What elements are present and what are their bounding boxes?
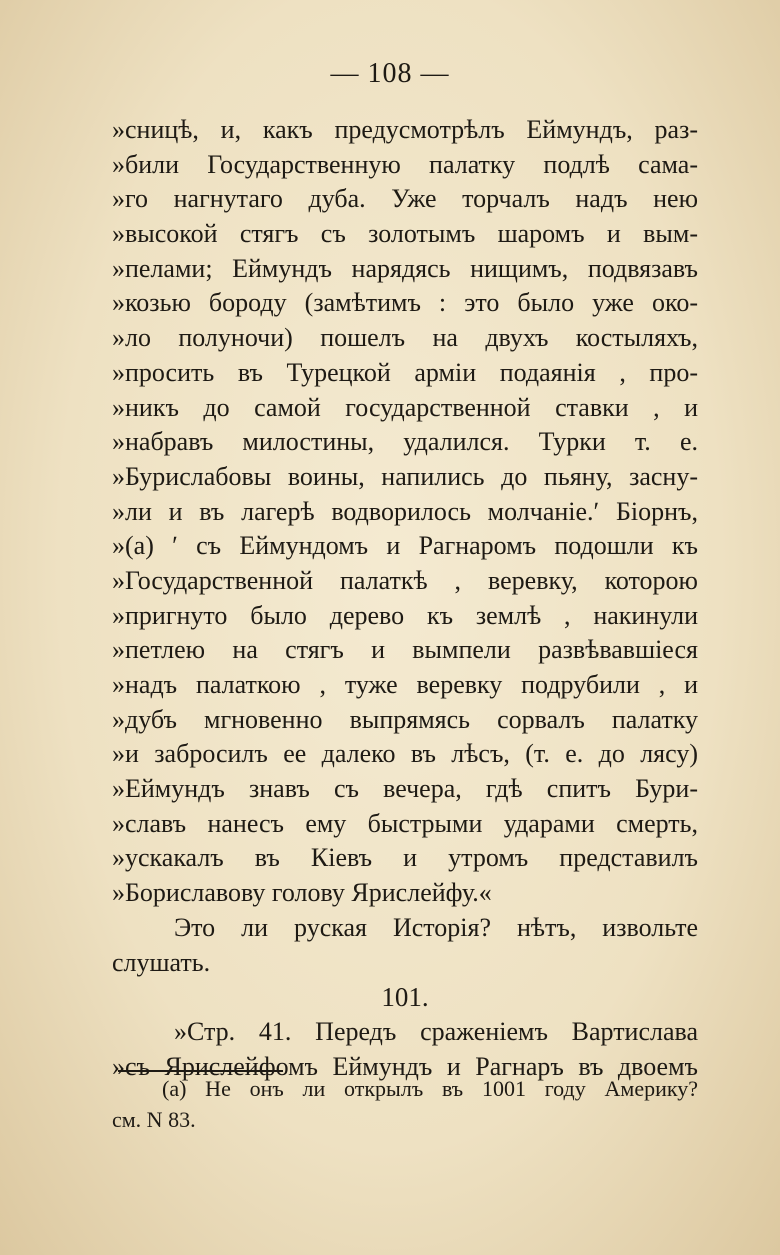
text-line: »Стр. 41. Передъ сраженіемъ Вартислава — [174, 1016, 698, 1046]
text-line: »ли и въ лагерѣ водворилось молчаніе.ʹ Біорнъ, — [112, 496, 698, 526]
body-text — [112, 113, 698, 1084]
footnote — [112, 1073, 698, 1135]
text-line: »и забросилъ ее далеко въ лѣсъ, (т. е. до лясу) — [112, 739, 698, 769]
text-line: »Государственной палаткѣ , веревку, которою — [112, 565, 698, 595]
footnote-line: (а) Не онъ ли открылъ въ 1001 году Америку? — [162, 1076, 698, 1101]
text-line: »Бориславову голову Ярислейфу.« — [112, 878, 492, 908]
text-line: »славъ нанесъ ему быстрыми ударами смерть, — [112, 808, 698, 838]
question-paragraph — [112, 911, 698, 980]
text-line: »набравъ милостины, удалился. Турки т. е. — [112, 427, 698, 457]
quoted-paragraph — [112, 113, 698, 911]
text-line: »высокой стягъ съ золотымъ шаромъ и вым- — [112, 219, 698, 249]
text-line: »го нагнутаго дуба. Уже торчалъ надъ нею — [112, 184, 698, 214]
text-line: »петлею на стягъ и вымпели развѣвавшіеся — [112, 635, 698, 665]
text-line: »били Государственную палатку подлѣ сама- — [112, 149, 698, 179]
text-line: »надъ палаткою , туже веревку подрубили , и — [112, 670, 698, 699]
text-line: слушать. — [112, 947, 211, 977]
text-line: »козью бороду (замѣтимъ : это было уже око- — [112, 288, 698, 318]
page-number-header: — 108 — — [330, 58, 450, 89]
text-line: »пелами; Еймундъ нарядясь нищимъ, подвязавъ — [112, 253, 698, 283]
text-line: »съ Ярислейфомъ Еймундъ и Рагнаръ въ двоемъ — [112, 1051, 698, 1081]
text-line: »никъ до самой государственной ставки , и — [112, 392, 698, 422]
text-line: »дубъ мгновенно выпрямясь сорвалъ палатку — [112, 704, 698, 734]
section-number: 101. — [381, 982, 429, 1013]
text-line: »просить въ Турецкой арміи подаянія , про- — [112, 357, 698, 387]
text-line: »Бурислабовы воины, напились до пьяну, засну- — [112, 461, 698, 491]
footnote-divider — [118, 1070, 283, 1072]
text-line: »Еймундъ знавъ съ вечера, гдѣ спитъ Бури- — [112, 774, 698, 804]
text-line: »ло полуночи) пошелъ на двухъ костыляхъ, — [112, 323, 698, 353]
text-line: »сницѣ, и, какъ предусмотрѣлъ Еймундъ, раз- — [112, 115, 698, 144]
text-line: »ускакалъ въ Кіевъ и утромъ представилъ — [112, 843, 698, 873]
text-line: »пригнуто было дерево къ землѣ , накинули — [112, 600, 698, 630]
footnote-line: см. N 83. — [112, 1107, 196, 1132]
text-line: »(а) ʹ съ Еймундомъ и Рагнаромъ подошли къ — [112, 531, 698, 561]
text-line: Это ли руская Исторія? нѣтъ, извольте — [174, 912, 698, 942]
